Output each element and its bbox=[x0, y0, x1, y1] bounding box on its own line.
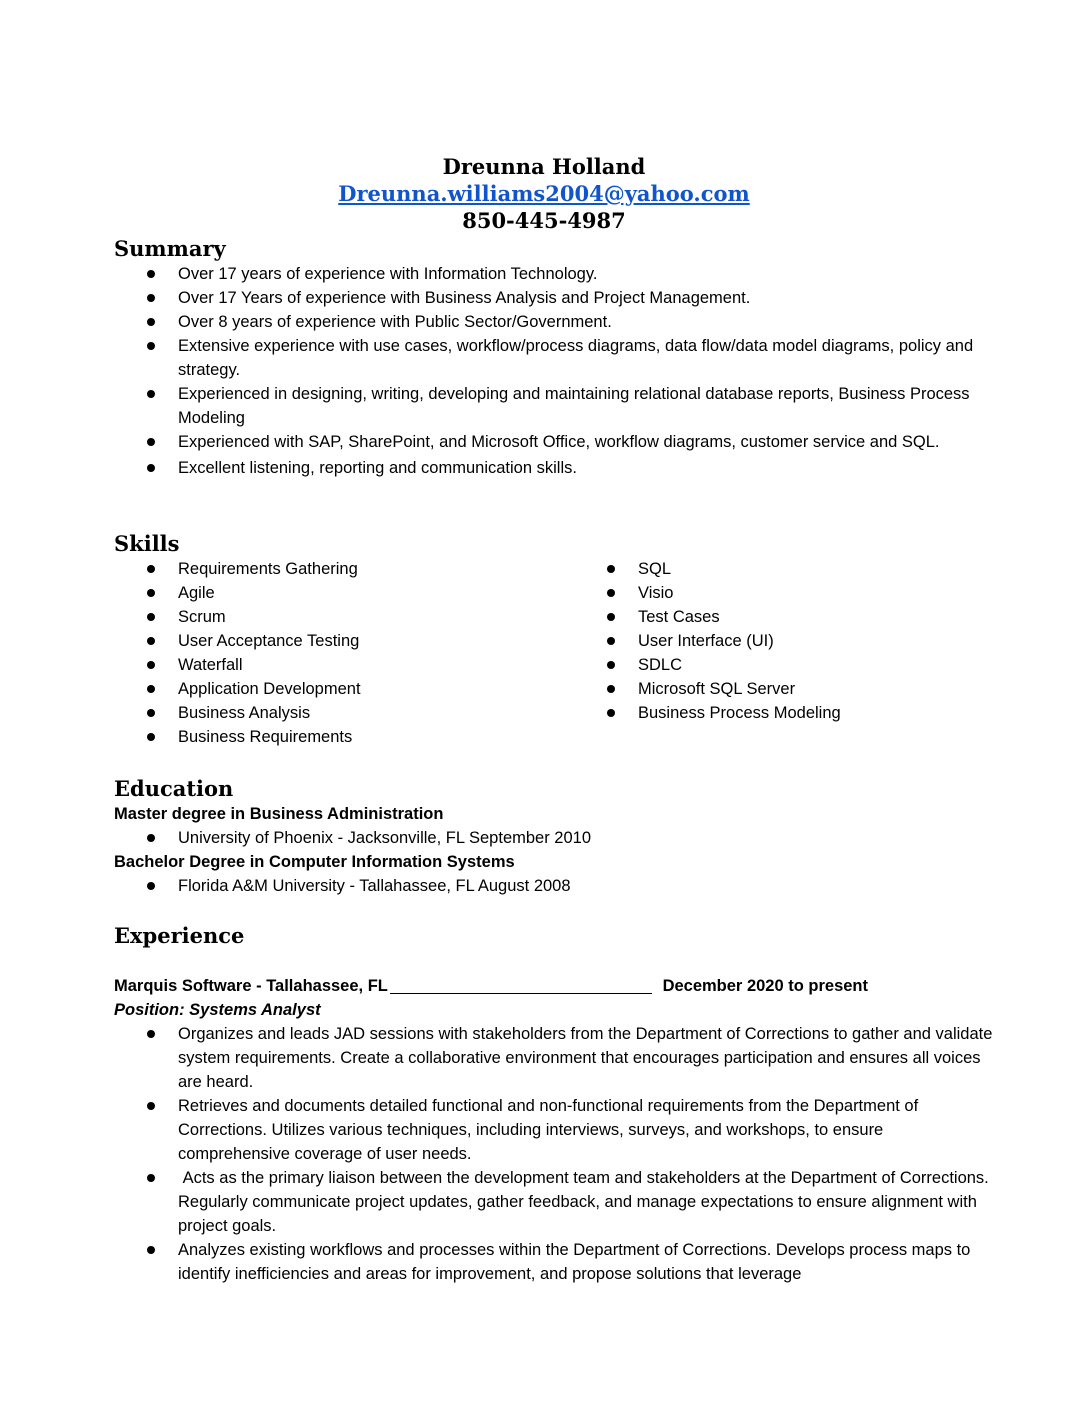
summary-item: Over 17 years of experience with Information Technology. bbox=[114, 262, 994, 286]
bullet-icon bbox=[147, 1174, 155, 1182]
degree-details bbox=[114, 874, 994, 898]
degree-title: Bachelor Degree in Computer Information Systems bbox=[114, 853, 515, 871]
job-duty-item: Analyzes existing workflows and processes within the Department of Corrections. Develops process maps to identify inefficiencies and areas for improvement, and propose solutions that leverage bbox=[114, 1238, 994, 1286]
bullet-icon bbox=[147, 882, 155, 890]
skill-item: Scrum bbox=[114, 605, 554, 629]
skill-item: Application Development bbox=[114, 677, 554, 701]
bullet-icon bbox=[147, 390, 155, 398]
candidate-name: Dreunna Holland bbox=[442, 154, 646, 179]
job-header-rule bbox=[390, 974, 652, 998]
job-dates: December 2020 to present bbox=[662, 977, 868, 995]
bullet-icon bbox=[147, 1030, 155, 1038]
bullet-icon bbox=[607, 661, 615, 669]
bullet-icon bbox=[147, 1102, 155, 1110]
degree-detail-item: Florida A&M University - Tallahassee, FL August 2008 bbox=[114, 874, 994, 898]
email-line bbox=[0, 180, 1088, 207]
bullet-icon bbox=[147, 685, 155, 693]
bullet-icon bbox=[147, 342, 155, 350]
skill-item: Test Cases bbox=[574, 605, 1014, 629]
email-link[interactable]: Dreunna.williams2004@yahoo.com bbox=[338, 181, 750, 206]
bullet-icon bbox=[147, 565, 155, 573]
skill-item: Business Analysis bbox=[114, 701, 554, 725]
skill-item: Business Process Modeling bbox=[574, 701, 1014, 725]
job-position: Position: Systems Analyst bbox=[114, 1001, 321, 1019]
bullet-icon bbox=[147, 318, 155, 326]
summary-item: Excellent listening, reporting and communication skills. bbox=[114, 456, 994, 480]
skill-item: Agile bbox=[114, 581, 554, 605]
skill-item: Requirements Gathering bbox=[114, 557, 554, 581]
bullet-icon bbox=[147, 438, 155, 446]
summary-item: Experienced with SAP, SharePoint, and Microsoft Office, workflow diagrams, customer service and SQL. bbox=[114, 430, 994, 454]
skill-item: SQL bbox=[574, 557, 1014, 581]
degree-detail-item: University of Phoenix - Jacksonville, FL September 2010 bbox=[114, 826, 994, 850]
skill-item: Visio bbox=[574, 581, 1014, 605]
bullet-icon bbox=[147, 270, 155, 278]
bullet-icon bbox=[147, 613, 155, 621]
education-heading: Education bbox=[114, 776, 234, 801]
bullet-icon bbox=[607, 565, 615, 573]
skill-item: Business Requirements bbox=[114, 725, 554, 749]
phone-number: 850-445-4987 bbox=[462, 208, 626, 233]
skills-list-right bbox=[574, 557, 1014, 725]
bullet-icon bbox=[147, 589, 155, 597]
bullet-icon bbox=[607, 709, 615, 717]
skill-item: Waterfall bbox=[114, 653, 554, 677]
summary-item: Experienced in designing, writing, developing and maintaining relational database reports, Business Process Modeling bbox=[114, 382, 994, 430]
job-duty-item: Organizes and leads JAD sessions with stakeholders from the Department of Corrections to gather and validate system requirements. Create a collaborative environment that encourages participation and ensures all voices are heard. bbox=[114, 1022, 994, 1094]
skills-heading: Skills bbox=[114, 531, 180, 556]
bullet-icon bbox=[147, 637, 155, 645]
degree-title: Master degree in Business Administration bbox=[114, 805, 444, 823]
bullet-icon bbox=[607, 589, 615, 597]
skill-item: User Interface (UI) bbox=[574, 629, 1014, 653]
summary-list bbox=[114, 262, 994, 480]
bullet-icon bbox=[147, 294, 155, 302]
experience-heading: Experience bbox=[114, 923, 245, 948]
summary-item: Over 17 Years of experience with Business Analysis and Project Management. bbox=[114, 286, 994, 310]
bullet-icon bbox=[607, 637, 615, 645]
bullet-icon bbox=[147, 661, 155, 669]
skill-item: SDLC bbox=[574, 653, 1014, 677]
bullet-icon bbox=[607, 613, 615, 621]
bullet-icon bbox=[147, 733, 155, 741]
skill-item: User Acceptance Testing bbox=[114, 629, 554, 653]
bullet-icon bbox=[147, 1246, 155, 1254]
degree-details bbox=[114, 826, 994, 850]
summary-heading: Summary bbox=[114, 236, 226, 261]
skills-list-left bbox=[114, 557, 554, 749]
summary-item: Extensive experience with use cases, workflow/process diagrams, data flow/data model diagrams, policy and strategy. bbox=[114, 334, 994, 382]
job-duty-item: Acts as the primary liaison between the development team and stakeholders at the Department of Corrections. Regularly communicate project updates, gather feedback, and manage expectations to ensure alignment with project goals. bbox=[114, 1166, 994, 1238]
skill-item: Microsoft SQL Server bbox=[574, 677, 1014, 701]
bullet-icon bbox=[147, 709, 155, 717]
bullet-icon bbox=[147, 464, 155, 472]
bullet-icon bbox=[147, 834, 155, 842]
summary-item: Over 8 years of experience with Public Sector/Government. bbox=[114, 310, 994, 334]
bullet-icon bbox=[607, 685, 615, 693]
job-duty-item: Retrieves and documents detailed functional and non-functional requirements from the Department of Corrections. Utilizes various techniques, including interviews, surveys, and workshops, to ensure comprehensive coverage of user needs. bbox=[114, 1094, 994, 1166]
employer: Marquis Software - Tallahassee, FL bbox=[114, 977, 388, 995]
job-duties-list bbox=[114, 1022, 994, 1286]
